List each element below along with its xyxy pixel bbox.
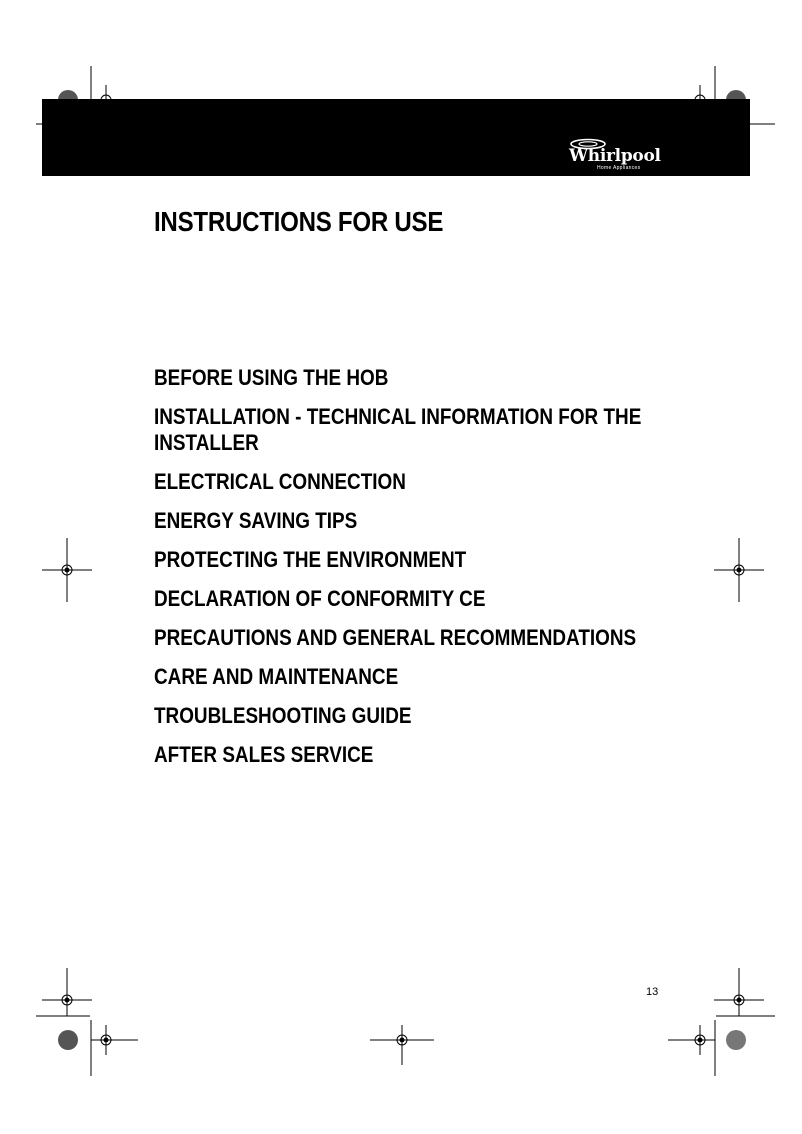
toc-item: AFTER SALES SERVICE xyxy=(154,742,374,767)
page-number: 13 xyxy=(646,986,659,998)
toc-item: DECLARATION OF CONFORMITY CE xyxy=(154,586,486,611)
page-title: INSTRUCTIONS FOR USE xyxy=(154,206,444,237)
toc-item: PROTECTING THE ENVIRONMENT xyxy=(154,547,467,572)
toc-item: TROUBLESHOOTING GUIDE xyxy=(154,703,412,728)
toc-item: CARE AND MAINTENANCE xyxy=(154,664,399,689)
toc-item: ELECTRICAL CONNECTION xyxy=(154,469,406,494)
brand-tagline: Home Appliances xyxy=(597,165,641,171)
table-of-contents xyxy=(154,365,754,781)
toc-item: ENERGY SAVING TIPS xyxy=(154,508,358,533)
brand-name: Whirlpool xyxy=(569,146,661,166)
toc-item: INSTALLATION - TECHNICAL INFORMATION FOR THE INSTALLER xyxy=(154,404,642,455)
brand-logo xyxy=(563,138,673,174)
toc-item: BEFORE USING THE HOB xyxy=(154,365,389,390)
toc-item: PRECAUTIONS AND GENERAL RECOMMENDATIONS xyxy=(154,625,637,650)
